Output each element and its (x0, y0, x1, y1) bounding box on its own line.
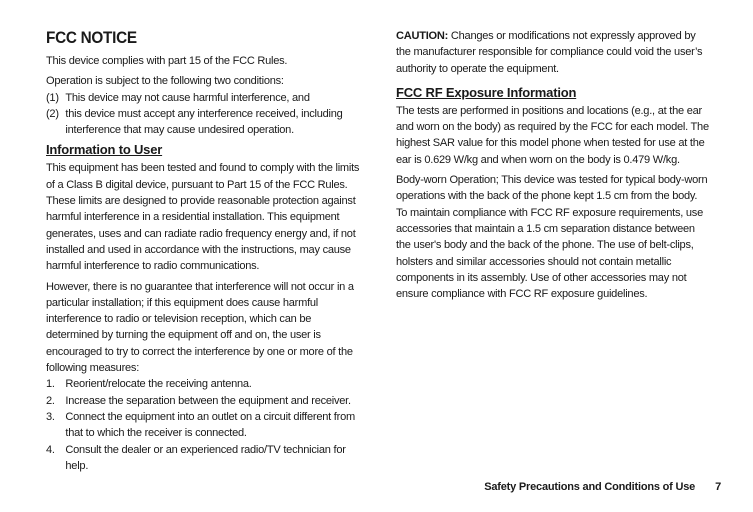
rf-exposure-heading: FCC RF Exposure Information (396, 84, 577, 100)
fcc-notice-title: FCC NOTICE (46, 28, 137, 47)
page-footer (484, 481, 721, 493)
list-item (46, 106, 360, 139)
measure-number: 3. (46, 410, 55, 423)
rf-paragraph-1: The tests are performed in positions and locations (e.g., at the ear and worn on the body) as required by the FCC for each model. The highest SAR value for this model phone when tested for use at the ear is 0.629 W/kg and when worn on the body is 0.479 W/kg. (396, 104, 709, 166)
conditions-list (46, 90, 370, 139)
list-item (46, 442, 360, 475)
intro-paragraph-1: This device complies with part 15 of the FCC Rules. (46, 55, 288, 67)
list-item (46, 90, 360, 106)
list-item (46, 409, 360, 442)
info-paragraph-1: This equipment has been tested and found to comply with the limits of a Class B digital device, pursuant to Part 15 of the FCC Rules. These limits are designed to provide reasonable protection against harmful interference in a residential installation. This equipment generates, uses and can radiate radio frequency energy and, if not installed and used in accordance with the instructions, may cause harmful interference to radio communications. (46, 162, 360, 273)
page-number: 7 (715, 481, 721, 493)
measure-number: 2. (46, 394, 55, 407)
left-column (46, 28, 370, 474)
right-column (396, 28, 720, 302)
measure-text: Increase the separation between the equipment and receiver. (65, 394, 351, 407)
measure-text: Reorient/relocate the receiving antenna. (65, 378, 252, 391)
measure-text: Consult the dealer or an experienced radio/TV technician for help. (65, 443, 346, 472)
list-item (46, 376, 360, 392)
caution-text: Changes or modifications not expressly approved by the manufacturer responsible for compliance could void the user’s authority to operate the equipment. (396, 30, 703, 75)
condition-number: (1) (46, 91, 59, 104)
caution-label: CAUTION: (396, 30, 449, 42)
info-paragraph-2: However, there is no guarantee that interference will not occur in a particular installation; if this equipment does cause harmful interference to radio or television reception, which can be determined by turning the equipment off and on, the user is encouraged to try to correct the interference by one or more of the following measures: (46, 280, 354, 375)
measures-list (46, 376, 370, 474)
condition-text: this device must accept any interference received, including interference that may cause undesired operation. (65, 107, 343, 137)
information-to-user-heading: Information to User (46, 142, 163, 158)
condition-text: This device may not cause harmful interference, and (65, 91, 310, 104)
intro-paragraph-2: Operation is subject to the following two conditions: (46, 75, 284, 88)
footer-section-title: Safety Precautions and Conditions of Use (484, 481, 696, 493)
rf-paragraph-2: Body-worn Operation; This device was tested for typical body-worn operations with the back of the phone kept 1.5 cm from the body. To maintain compliance with FCC RF exposure requirements, use accessories that maintain a 1.5 cm separation distance between the user's body and the back of the phone. The use of belt-clips, holsters and similar accessories should not contain metallic components in its assembly. Use of other accessories may not ensure compliance with FCC RF exposure guidelines. (396, 174, 708, 301)
measure-number: 4. (46, 443, 55, 456)
condition-number: (2) (46, 107, 59, 120)
measure-text: Connect the equipment into an outlet on a circuit different from that to which the receiver is connected. (65, 410, 355, 440)
list-item (46, 393, 360, 409)
measure-number: 1. (46, 378, 55, 391)
caution-paragraph (396, 28, 710, 77)
